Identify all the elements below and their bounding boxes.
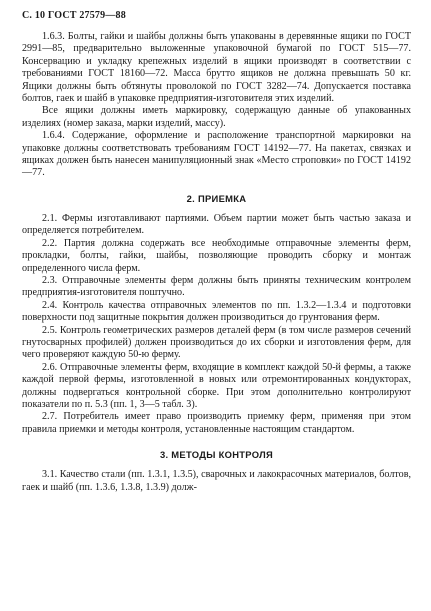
para-2-4: 2.4. Контроль качества отправочных элементов по пп. 1.3.2—1.3.4 и подготовки поверхности под защитные покрытия должен производиться до грунтования ферм. [22, 299, 411, 324]
para-2-5: 2.5. Контроль геометрических размеров деталей ферм (в том числе размеров сечений гнутосварных профилей) должен производиться до их сборки и изготовления ферм, для чего проверяют каждую 50-ю ферму. [22, 324, 411, 361]
para-marking: Все ящики должны иметь маркировку, содержащую данные об упакованных изделиях (номер заказа, марки изделий, массу). [22, 105, 411, 129]
para-3-1: 3.1. Качество стали (пп. 1.3.1, 1.3.5), сварочных и лакокрасочных материалов, болтов, гаек и шайб (пп. 1.3.6, 1.3.8, 1.3.9) долж- [22, 469, 411, 493]
section-title-acceptance: 2. ПРИЕМКА [186, 192, 247, 204]
section-title-control-methods: 3. МЕТОДЫ КОНТРОЛЯ [159, 449, 274, 461]
para-1-6-3: 1.6.3. Болты, гайки и шайбы должны быть упакованы в деревянные ящики по ГОСТ 2991—85, предварительно выложенные упаковочной бумагой по ГОСТ 515—77. Консервацию и укладку крепежных изделий в ящики производят в соответствии с требованиями ГОСТ 18160—72. Масса брутто ящиков не должна превышать 50 кг. Ящики должны быть обтянуты проволокой по ГОСТ 3282—74. Допускается поставка болтов, гаек и шайб в упаковке предприятия-изготовителя этих изделий. [22, 31, 411, 105]
para-2-7: 2.7. Потребитель имеет право производить приемку ферм, применяя при этом правила приемки и методы контроля, установленные настоящим стандартом. [22, 411, 411, 435]
para-2-6: 2.6. Отправочные элементы ферм, входящие в комплект каждой 50-й фермы, а также каждой первой фермы, изготовленной в новых или отремонтированных кондукторах, должны подвергаться контрольной сборке. При этом дополнительно контролируют показатели по п. 5.3 (пп. 1, 3—5 табл. 3). [22, 361, 411, 410]
page-header: С. 10 ГОСТ 27579—88 [22, 10, 126, 21]
para-2-2: 2.2. Партия должна содержать все необходимые отправочные элементы ферм, прокладки, болты, гайки, шайбы, позволяющие проводить сборку и монтаж определенного числа ферм. [22, 237, 411, 274]
para-1-6-4: 1.6.4. Содержание, оформление и расположение транспортной маркировки на упаковке должны соответствовать требованиям ГОСТ 14192—77. На пакетах, связках и ящиках должен быть нанесен манипуляционный знак «Место строповки» по ГОСТ 14192—77. [22, 130, 411, 179]
para-2-3: 2.3. Отправочные элементы ферм должны быть приняты техническим контролем предприятия-изготовителя поштучно. [22, 274, 411, 299]
para-2-1: 2.1. Фермы изготавливают партиями. Объем партии может быть частью заказа и определяется потребителем. [22, 212, 411, 237]
